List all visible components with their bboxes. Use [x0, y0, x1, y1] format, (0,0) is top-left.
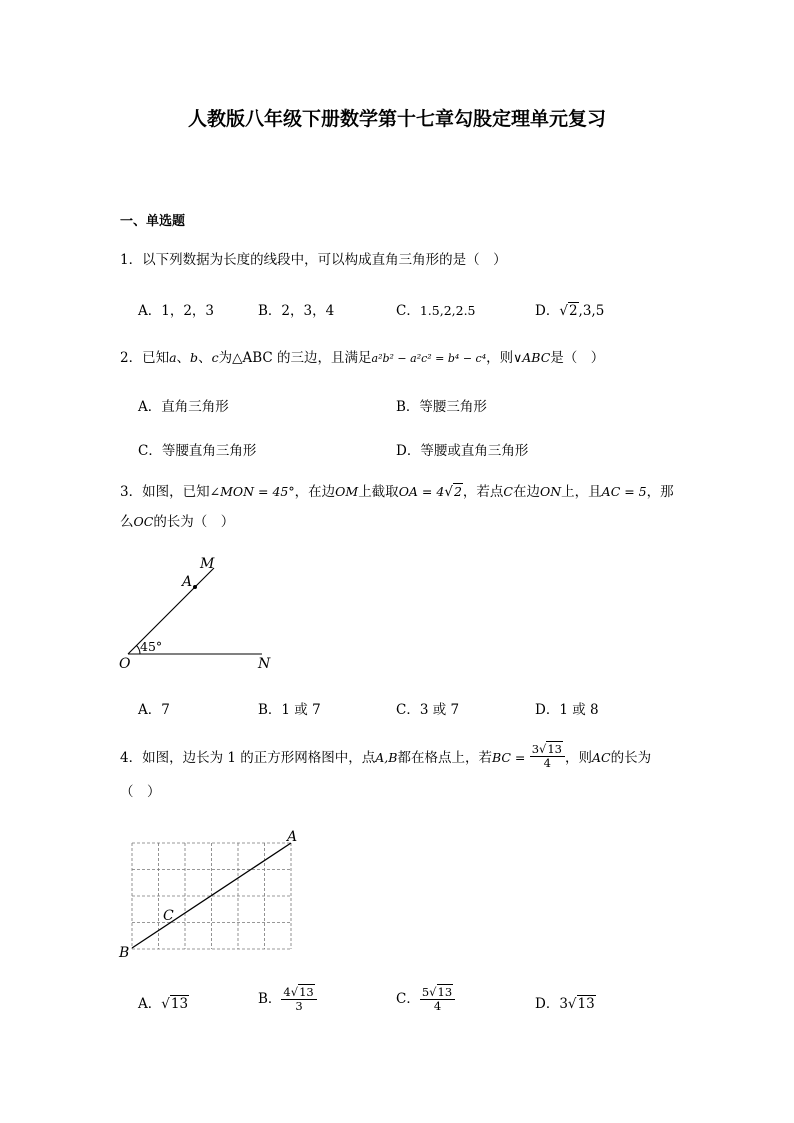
grid-figure: [115, 825, 310, 965]
q3-option-a: A．7: [138, 702, 170, 718]
label-c: C: [163, 908, 174, 924]
q1-option-c: C．1.5,2,2.5: [396, 303, 476, 319]
label-angle: 45°: [140, 639, 163, 654]
label-o: O: [119, 656, 131, 672]
q3-option-c: C．3 或 7: [396, 702, 460, 718]
sqrt-symbol: √2: [559, 303, 578, 319]
option-b-fraction: $\frac{4√13}{3}$: [281, 986, 316, 1013]
q1-option-d: D．√2,3,5: [535, 303, 605, 319]
q4-option-b: B． $\frac{4√13}{3}$: [258, 986, 317, 1013]
option-c-fraction: $\frac{5√13}{4}$: [420, 986, 455, 1013]
q2-option-c: C．等腰直角三角形: [138, 443, 257, 459]
question-3-stem-line2: 么OC的长为（ ）: [120, 514, 235, 530]
question-4-stem-line2: （ ）: [120, 784, 161, 800]
question-2-stem: 2．已知a、b、c为△ABC 的三边，且满足a²b² − a²c² = b⁴ − c⁴，则∨ABC是（ ）: [120, 350, 605, 366]
sqrt-symbol: √2: [444, 484, 462, 500]
point-a: [193, 585, 197, 589]
question-1-stem: 1．以下列数据为长度的线段中，可以构成直角三角形的是（ ）: [120, 252, 507, 268]
bc-fraction: $\frac{3√13}{4}$: [530, 743, 565, 770]
label-b: B: [119, 945, 130, 961]
angle-figure: [110, 550, 280, 675]
q3-option-b: B．1 或 7: [258, 702, 321, 718]
label-a: A: [287, 829, 298, 845]
label-a: A: [182, 574, 193, 590]
question-3-stem: 3．如图，已知∠MON = 45°，在边OM上截取OA = 4√2，若点C在边ON上，且AC = 5，那: [120, 484, 674, 500]
label-n: N: [258, 656, 271, 672]
q4-option-d: D．3√13: [535, 996, 595, 1012]
question-4-stem: 4．如图，边长为 1 的正方形网格图中，点A,B都在格点上，若BC = $\frac{3√13}{4}$ ，则AC的长为: [120, 742, 652, 770]
q4-option-c: C． $\frac{5√13}{4}$: [396, 986, 455, 1013]
label-m: M: [200, 556, 215, 572]
q3-option-d: D．1 或 8: [535, 702, 599, 718]
section-heading: 一、单选题: [120, 214, 186, 229]
q1-option-a: A．1，2，3: [138, 303, 215, 319]
q4-option-a: A．√13: [138, 996, 189, 1012]
q2-option-b: B．等腰三角形: [396, 399, 487, 415]
q1-option-b: B．2，3，4: [258, 303, 335, 319]
document-title: 人教版八年级下册数学第十七章勾股定理单元复习: [187, 108, 606, 130]
q2-option-d: D．等腰或直角三角形: [396, 443, 529, 459]
q2-option-a: A．直角三角形: [138, 399, 229, 415]
